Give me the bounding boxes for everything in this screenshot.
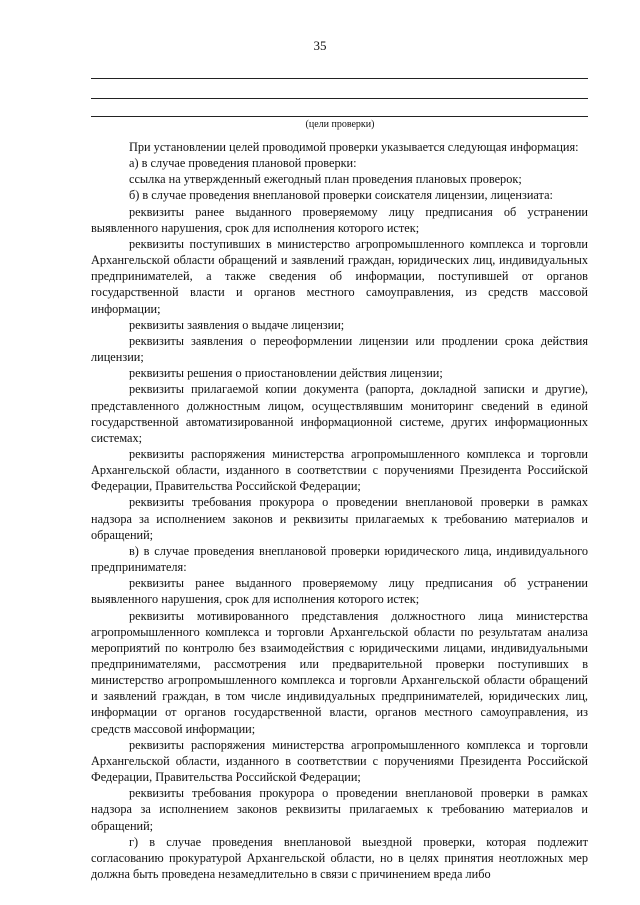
- paragraph: реквизиты требования прокурора о проведении внеплановой проверки в рамках надзора за исполнением законов и реквизиты прилагаемых к требованию материалов и обращений;: [91, 495, 588, 542]
- paragraph: реквизиты распоряжения министерства агропромышленного комплекса и торговли Архангельской области, изданного в соответствии с поручениями Президента Российской Федерации, Правительства Российской Федерации;: [91, 737, 588, 785]
- paragraph: реквизиты распоряжения министерства агропромышленного комплекса и торговли Архангельской области, изданного в соответствии с поручениями Президента Российской Федерации, Правительства Российской Федерации;: [91, 446, 588, 494]
- goals-caption: (цели проверки): [305, 119, 375, 130]
- paragraph: реквизиты мотивированного представления должностного лица министерства агропромышленного комплекса и торговли Архангельской области по результатам анализа мероприятий по контролю без взаимодействия с юридическими лицами, индивидуальными предпринимателями, рассмотрения или предварительной проверки поступивших в министерство агропромышленного комплекса и торговли Архангельской области обращений и заявлений граждан, в том числе индивидуальных предпринимателей, юридических лиц, информации от органов государственной власти, органов местного самоуправления, из средств массовой информации;: [91, 608, 588, 736]
- paragraph: реквизиты прилагаемой копии документа (рапорта, докладной записки и другие), представленного должностным лицом, осуществлявшим мониторинг сведений в единой государственной автоматизированной информационной системе, других информационных системах;: [91, 382, 588, 445]
- paragraph: г) в случае проведения внеплановой выездной проверки, которая подлежит согласованию прокуратурой Архангельской области, но в целях принятия неотложных мер должна быть проведена незамедлительно в связи с причинением вреда либо: [91, 834, 588, 882]
- paragraph: реквизиты заявления о выдаче лицензии;: [129, 317, 345, 332]
- paragraph: При установлении целей проводимой проверки указывается следующая информация:: [129, 140, 579, 154]
- document-body: [91, 139, 588, 882]
- paragraph: ссылка на утвержденный ежегодный план проведения плановых проверок;: [129, 172, 522, 187]
- paragraph: реквизиты требования прокурора о проведении внеплановой проверки в рамках надзора за исполнением законов реквизиты прилагаемых к требованию материалов и обращений;: [91, 786, 588, 833]
- paragraph: реквизиты поступивших в министерство агропромышленного комплекса и торговли Архангельской области обращений и заявлений граждан, юридических лиц, индивидуальных предпринимателей, а также сведения об информации, поступившей от органов государственной власти и органов местного самоуправления, из средств массовой информации;: [91, 236, 588, 316]
- paragraph: реквизиты решения о приостановлении действия лицензии;: [129, 366, 443, 381]
- paragraph: б) в случае проведения внеплановой проверки соискателя лицензии, лицензиата:: [129, 188, 553, 203]
- blank-line-2: [91, 98, 588, 99]
- page-number: 35: [313, 38, 327, 53]
- paragraph: реквизиты заявления о переоформлении лицензии или продлении срока действия лицензии;: [91, 333, 588, 365]
- paragraph: а) в случае проведения плановой проверки:: [129, 156, 357, 171]
- paragraph: реквизиты ранее выданного проверяемому лицу предписания об устранении выявленного нарушения, срок для исполнения которого истек;: [91, 204, 588, 235]
- paragraph: в) в случае проведения внеплановой проверки юридического лица, индивидуального предпринимателя:: [91, 543, 588, 575]
- blank-line-3: [91, 116, 588, 117]
- paragraph: реквизиты ранее выданного проверяемому лицу предписания об устранении выявленного нарушения, срок для исполнения которого истек;: [91, 576, 588, 607]
- blank-line-1: [91, 78, 588, 79]
